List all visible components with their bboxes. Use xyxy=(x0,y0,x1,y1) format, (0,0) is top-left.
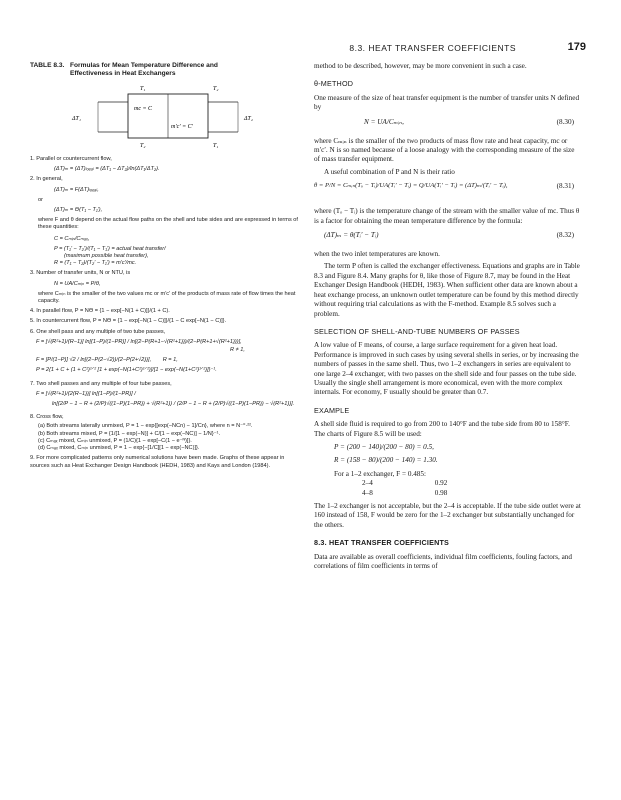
example-row-label: For a 1–2 exchanger, F = 0.485: xyxy=(334,469,426,478)
cross-d: (d) Cₘₐₓ mixed, Cₘᵢₙ unmixed, P = 1 − exp{−[1/C][1 − exp(−NC)]}. xyxy=(38,445,200,452)
table-item-4 xyxy=(30,308,305,315)
cross-c: (c) Cₘₐₓ mixed, Cₘᵢₙ unmixed, P = (1/C){1 − exp[−C(1 − e⁻ᴺ)]}. xyxy=(38,437,192,444)
or-text: or xyxy=(38,196,43,203)
example-row-2 xyxy=(314,479,582,488)
running-head: 8.3. HEAT TRANSFER COEFFICIENTS xyxy=(349,43,516,53)
where-cmin: where Cₘᵢₙ is the smaller of the two values mc or m′c′ of the products of mass rate of flow times the heat capacity. xyxy=(38,290,296,305)
theta-method-heading: θ-METHOD xyxy=(314,79,354,89)
item-num: 2. xyxy=(30,176,35,183)
eq-lmtd: (ΔT)ₘ = (ΔT)ₗₒₑₐₗ = (ΔT₁ − ΔT₂)/ln(ΔT₁/ΔT₂). xyxy=(54,166,160,173)
intro-paragraph: method to be described, however, may be more convenient in such a case. xyxy=(314,62,527,70)
table-item-7 xyxy=(30,381,305,388)
right-column xyxy=(314,62,582,574)
example-row-label: 4–8 xyxy=(362,488,373,497)
table-item-9 xyxy=(30,455,305,469)
eq-8-31-number: (8.31) xyxy=(556,182,574,191)
label-t1-bottom: T₁ xyxy=(213,143,219,149)
example-row-value: 0.92 xyxy=(434,479,448,488)
def-p2: (maximum possible heat transfer), xyxy=(64,253,149,260)
example-r: R = (158 − 80)/(200 − 140) = 1.30. xyxy=(334,456,438,465)
table-item-8 xyxy=(30,414,305,421)
eq-6a-body: F = [√(R²+1)/(R−1)] ln[(1−P)/(1−PR)] / ln[(2−P(R+1−√(R²+1)))/(2−P(R+1+√(R²+1)))], xyxy=(36,338,242,345)
table-item-6 xyxy=(30,329,305,336)
eq-6b-body: F = [P/(1−P)] √2 / ln[(2−P(2−√2))/(2−P(2+√2))], xyxy=(36,357,152,364)
eq-6a-cond: R ≠ 1, xyxy=(230,347,245,354)
def-c: C = Cₘᵢₙ/Cₘₐₓ, xyxy=(54,235,90,242)
example-p: P = (200 − 140)/(200 − 80) = 0.5, xyxy=(334,442,434,451)
eq-7a: F = [√(R²+1)/(2(R−1))] ln[(1−P)/(1−PR)] / xyxy=(36,390,136,397)
label-mc: mc = C xyxy=(134,106,153,112)
equation-8-32 xyxy=(314,231,582,245)
paragraph-htc: Data are available as overall coefficients, individual film coefficients, fouling factors, and correlations of film coefficients in terms of xyxy=(314,552,572,571)
example-row-3 xyxy=(314,489,582,498)
eq-8-32-body: (ΔT)ₘ = θ(Tᵢ′ − Tᵢ) xyxy=(324,231,379,240)
def-r: R = (T₁ − T₂)/(T₂′ − T₁′) = m′c′/mc. xyxy=(54,260,137,267)
eq-6a xyxy=(30,339,305,346)
paragraph-example: A shell side fluid is required to go from 200 to 140°F and the tube side from 80 to 158°F. The charts of Figure 8.5 will be used: xyxy=(314,420,570,438)
eq-6b-cond: R = 1, xyxy=(162,357,178,364)
paragraph-passes: A low value of F means, of course, a large surface requirement for a given heat load. Performance is improved in such cases by using several shells in series, or by increasing the numbers of passes in the same shell. Thus, two 1–2 exchangers in series are equivalent to one large 2–4 exchanger, with two passes on the shell side and four passes on the tube side. Usually the single shell arrangement is more economical, even with the more complex internals. For economy, F usually should be greater than 0.7. xyxy=(314,341,579,397)
item-num: 6. xyxy=(30,328,35,335)
eq-ntu: N = UA/Cₘᵢₙ = P/θ, xyxy=(54,280,101,287)
def-p1: P = (T₁′ − T₂′)/(T₁ − T₁′) = actual heat transfer/ xyxy=(54,245,166,252)
item-text: Cross flow, xyxy=(36,414,64,421)
item-num: 1. xyxy=(30,156,35,162)
table-8-3 xyxy=(30,62,305,472)
page-number: 179 xyxy=(567,41,586,53)
label-mc-prime: m′c′ = C′ xyxy=(171,124,193,130)
eq-6b xyxy=(30,357,305,364)
item-num: 7. xyxy=(30,380,35,387)
paragraph-ntu-def: One measure of the size of heat transfer equipment is the number of transfer units N defined by xyxy=(314,93,580,112)
item-num: 3. xyxy=(30,270,35,277)
item-num: 9. xyxy=(30,455,35,462)
eq-8-31-body: θ = P/N = Cₘᵢₙ(Tₒ − Tᵢ)/UA(Tᵢ′ − Tᵢ) = Q/UA(Tᵢ′ − Tᵢ) = (ΔT)ₘ/(Tᵢ′ − Tᵢ), xyxy=(314,182,508,190)
example-row-label: 2–4 xyxy=(362,479,373,488)
label-dt1: ΔT₁ xyxy=(72,116,81,122)
eq-6c: P = 2{1 + C + (1 + C²)¹ᐟ² [1 + exp(−N(1+C²)¹ᐟ²)]/[1 − exp(−N(1+C²)¹ᐟ²)]}⁻¹. xyxy=(36,367,217,374)
table-item-2 xyxy=(30,176,305,183)
cross-b: (b) Both streams mixed, P = {1/[1 − exp(−N)] + C/[1 − exp(−NC)] − 1/N}⁻¹. xyxy=(38,430,221,437)
label-t2-top: T₂ xyxy=(213,86,219,92)
item-num: 4. xyxy=(30,308,35,315)
equation-8-31 xyxy=(314,182,582,202)
paragraph-effectiveness: The term P often is called the exchanger effectiveness. Equations and graphs are in Table 8.3 and Figure 8.4. Many graphs for θ, like those of Figure 8.7, may be found in the Heat Exchanger Design Handbook (HEDH, 1983). When sufficient other data are known about a heat exchange process, an unknown outlet temperature can be found by this method directly without requiring trial calculations as with the F-method. Example 8.5 solves such a problem. xyxy=(314,262,580,318)
table-title-line2: Effectiveness in Heat Exchangers xyxy=(70,70,176,77)
item-text: One shell pass and any multiple of two tube passes, xyxy=(36,328,166,335)
eq-8-32-number: (8.32) xyxy=(556,231,574,240)
example-row-1 xyxy=(314,470,582,479)
equation-8-30 xyxy=(314,118,582,132)
label-t1-top: T₁ xyxy=(140,86,146,92)
item-text: In parallel flow, P = NΘ = {1 − exp[−N(1 + C)]}/(1 + C). xyxy=(36,308,170,315)
table-item-3 xyxy=(30,270,305,277)
eq-theta-general: (ΔT)ₘ = Θ(T₁ − T₁′), xyxy=(54,207,103,214)
label-t2-bottom: T₂ xyxy=(140,143,146,149)
item-num: 8. xyxy=(30,414,35,421)
paragraph-ratio: A useful combination of P and N is their ratio xyxy=(324,167,455,176)
paragraph-inlet: when the two inlet temperatures are known. xyxy=(314,250,440,259)
table-item-5 xyxy=(30,318,305,325)
where-fp: where F and θ depend on the actual flow paths on the shell and tube sides and are expressed in terms of these quantities: xyxy=(38,217,298,231)
eq-8-30-number: (8.30) xyxy=(556,117,574,126)
table-label: TABLE 8.3. xyxy=(30,62,65,69)
item-text: In countercurrent flow, P = NΘ = {1 − exp[−N(1 − C)]}/{1 − C exp[−N(1 − C)]}. xyxy=(36,318,227,325)
item-text: Number of transfer units, N or NTU, is xyxy=(36,270,131,277)
htc-heading: 8.3. HEAT TRANSFER COEFFICIENTS xyxy=(314,538,450,548)
page-header xyxy=(30,41,586,57)
paragraph-theta-factor: where (Tₒ − Tᵢ) is the temperature change of the stream with the smaller value of mc. Thus θ is a factor for obtaining the mean temperature difference by the formula: xyxy=(314,207,580,225)
eq-7b: ln[(2/P − 1 − R + (2/P)√((1−P)(1−PR)) + √(R²+1)) / (2/P − 1 − R + (2/P)√((1−P)(1−PR)) − √(R²+1))]. xyxy=(52,401,295,408)
eq-8-30-body: N = UA/Cₘᵢₙ, xyxy=(364,117,404,126)
shell-tube-heading: SELECTION OF SHELL-AND-TUBE NUMBERS OF PASSES xyxy=(314,326,520,336)
table-title xyxy=(30,62,305,78)
item-text: For more complicated patterns only numerical solutions have been made. Graphs of these appear in sources such as Heat Exchanger Design Handbook (HEDH, 1983) and Kays and London (1984). xyxy=(30,455,285,469)
example-row-value: 0.98 xyxy=(434,488,448,497)
eq-f-general: (ΔT)ₘ = F(ΔT)ₗₒₑₐₗ, xyxy=(54,186,99,193)
item-text: Two shell passes and any multiple of four tube passes, xyxy=(36,380,172,387)
paragraph-example-conclusion: The 1–2 exchanger is not acceptable, but the 2–4 is acceptable. If the tube side outlet were at 160 instead of 158, F would be zero for the 1–2 exchanger but substantially unchanged for the others. xyxy=(314,502,581,529)
item-num: 5. xyxy=(30,318,35,325)
example-heading: EXAMPLE xyxy=(314,405,350,415)
item-text: Parallel or countercurrent flow, xyxy=(36,156,112,162)
cross-a: (a) Both streams laterally unmixed, P = 1 − exp{[exp(−NCn) − 1]/Cn}, where n = N⁻⁰·²². xyxy=(38,423,253,430)
label-dt2: ΔT₂ xyxy=(244,116,253,122)
heat-exchanger-diagram xyxy=(68,82,268,150)
item-text: In general, xyxy=(36,176,63,183)
table-title-line1: Formulas for Mean Temperature Difference and xyxy=(70,62,218,69)
table-item-1 xyxy=(30,156,305,163)
paragraph-cmin: where Cₘᵢₙ is the smaller of the two products of mass flow rate and heat capacity, mc or m′c′. N is so named because of a loose analogy with the corresponding measure of the size of mass transfer equipment. xyxy=(314,136,575,164)
